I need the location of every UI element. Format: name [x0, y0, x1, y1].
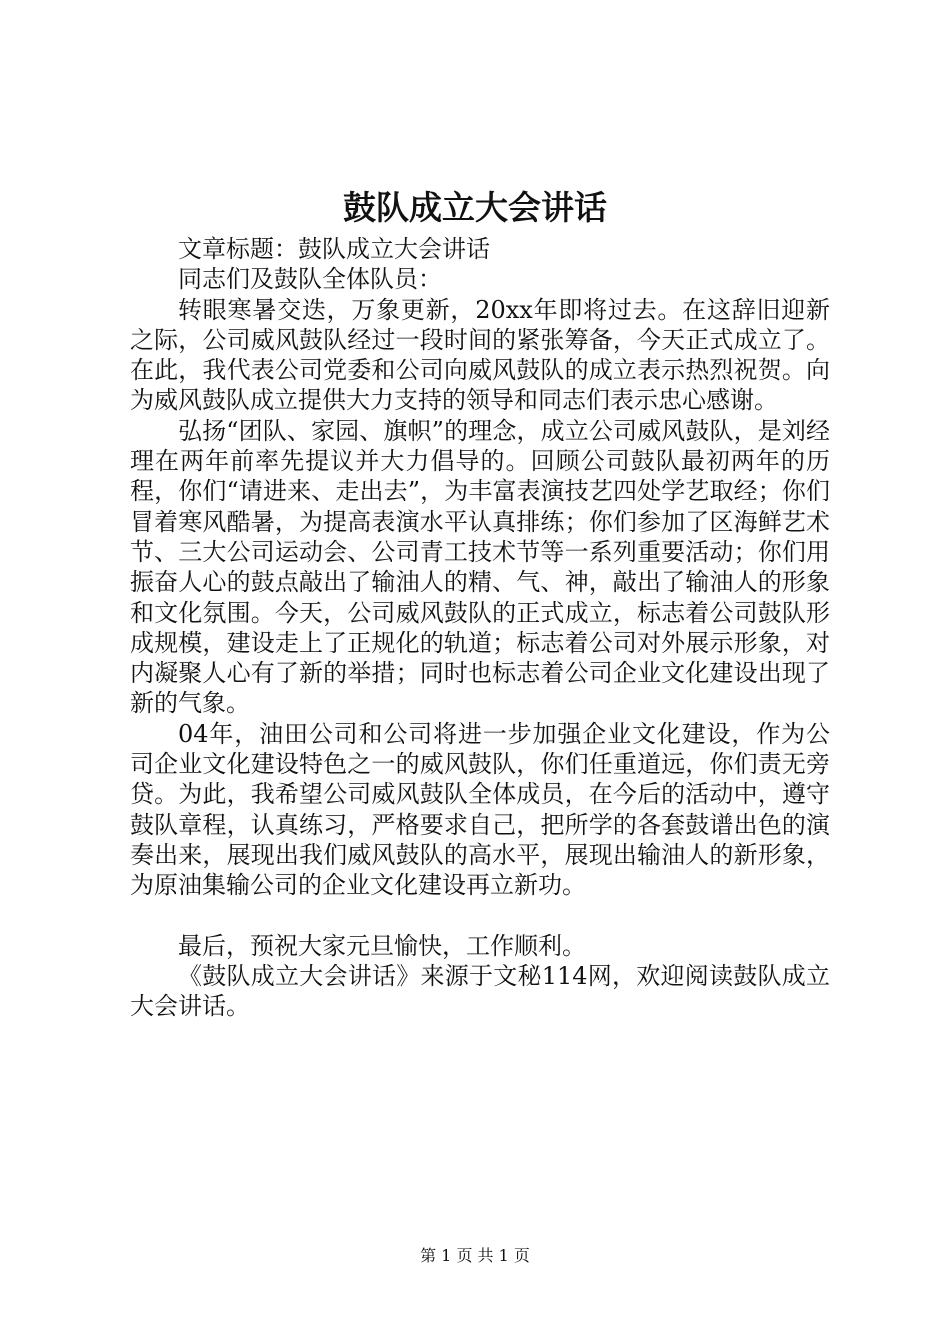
paragraph-outlook: 04年，油田公司和公司将进一步加强企业文化建设，作为公司企业文化建设特色之一的威风鼓队，你们任重道远，你们责无旁贷。为此，我希望公司威风鼓队全体成员，在今后的活动中，遵守鼓队章程，认真练习，严格要求自己，把所学的各套鼓谱出色的演奏出来，展现出我们威风鼓队的高水平，展现出输油人的新形象，为原油集输公司的企业文化建设再立新功。 [130, 719, 830, 900]
page-number-footer: 第 1 页 共 1 页 [420, 1246, 530, 1265]
paragraph-history: 弘扬“团队、家园、旗帜”的理念，成立公司威风鼓队，是刘经理在两年前率先提议并大力倡导的。回顾公司鼓队最初两年的历程，你们“请进来、走出去”，为丰富表演技艺四处学艺取经；你们冒着寒风酷暑，为提高表演水平认真排练；你们参加了区海鲜艺术节、三大公司运动会、公司青工技术节等一系列重要活动；你们用振奋人心的鼓点敲出了输油人的精、气、神，敲出了输油人的形象和文化氛围。今天，公司威风鼓队的正式成立，标志着公司鼓队形成规模，建设走上了正规化的轨道；标志着公司对外展示形象，对内凝聚人心有了新的举措；同时也标志着公司企业文化建设出现了新的气象。 [130, 416, 830, 718]
closing-wish: 最后，预祝大家元旦愉快，工作顺利。 [178, 931, 586, 960]
salutation: 同志们及鼓队全体队员： [178, 265, 442, 294]
paragraph-opening: 转眼寒暑交迭，万象更新，20xx年即将过去。在这辞旧迎新之际，公司威风鼓队经过一段时间的紧张筹备，今天正式成立了。在此，我代表公司党委和公司向威风鼓队的成立表示热烈祝贺。向为威风鼓队成立提供大力支持的领导和同志们表示忠心感谢。 [130, 295, 830, 415]
paragraph-spacer [130, 901, 830, 931]
document-title: 鼓队成立大会讲话 [343, 188, 607, 227]
document-body [130, 234, 830, 1021]
meta-title-line: 文章标题：鼓队成立大会讲话 [178, 235, 490, 263]
source-note: 《鼓队成立大会讲话》来源于文秘114网，欢迎阅读鼓队成立大会讲话。 [130, 961, 830, 1021]
